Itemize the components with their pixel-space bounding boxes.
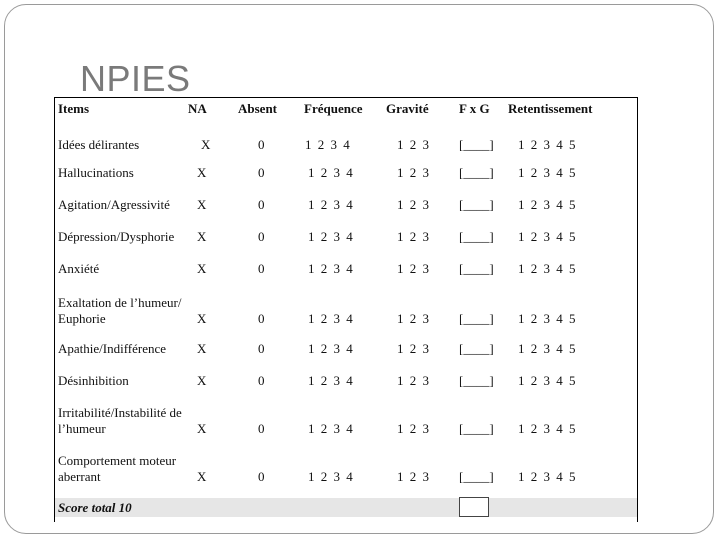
row-absent: 0 bbox=[258, 311, 265, 326]
row-na: X bbox=[197, 261, 207, 276]
row-absent: 0 bbox=[258, 165, 265, 180]
row-absent: 0 bbox=[258, 341, 265, 356]
row-absent: 0 bbox=[258, 469, 265, 484]
row-retentissement: 1 2 3 4 5 bbox=[518, 373, 576, 388]
row-absent: 0 bbox=[258, 261, 265, 276]
row-item-label: Comportement moteur aberrant bbox=[58, 453, 177, 484]
row-fxg[interactable]: [____] bbox=[459, 261, 494, 276]
total-score-label: Score total 10 bbox=[58, 500, 132, 515]
row-item-label: Idées délirantes bbox=[58, 137, 140, 152]
row-fxg[interactable]: [____] bbox=[459, 469, 494, 484]
row-fxg[interactable]: [____] bbox=[459, 229, 494, 244]
row-na: X bbox=[201, 137, 211, 152]
header-items: Items bbox=[58, 101, 90, 116]
total-score-box[interactable] bbox=[459, 497, 489, 517]
row-retentissement: 1 2 3 4 5 bbox=[518, 137, 576, 152]
row-na: X bbox=[197, 311, 207, 326]
row-fxg[interactable]: [____] bbox=[459, 137, 494, 152]
row-gravite: 1 2 3 bbox=[397, 373, 429, 388]
row-item-label: Exaltation de l’humeur/ Euphorie bbox=[58, 295, 182, 326]
table-right-rule bbox=[637, 97, 638, 522]
table-top-rule bbox=[54, 97, 638, 98]
row-na: X bbox=[197, 197, 207, 212]
header-frequence: Fréquence bbox=[304, 101, 363, 116]
row-item-label: Agitation/Agressivité bbox=[58, 197, 170, 212]
row-fxg[interactable]: [____] bbox=[459, 341, 494, 356]
row-frequence: 1 2 3 4 bbox=[308, 421, 353, 436]
row-gravite: 1 2 3 bbox=[397, 137, 429, 152]
row-retentissement: 1 2 3 4 5 bbox=[518, 229, 576, 244]
row-gravite: 1 2 3 bbox=[397, 229, 429, 244]
row-fxg[interactable]: [____] bbox=[459, 197, 494, 212]
row-retentissement: 1 2 3 4 5 bbox=[518, 165, 576, 180]
row-retentissement: 1 2 3 4 5 bbox=[518, 261, 576, 276]
row-retentissement: 1 2 3 4 5 bbox=[518, 311, 576, 326]
row-retentissement: 1 2 3 4 5 bbox=[518, 341, 576, 356]
row-item-label: Hallucinations bbox=[58, 165, 134, 180]
header-gravite: Gravité bbox=[386, 101, 429, 116]
row-na: X bbox=[197, 469, 207, 484]
row-na: X bbox=[197, 165, 207, 180]
row-gravite: 1 2 3 bbox=[397, 469, 429, 484]
row-item-label: Apathie/Indifférence bbox=[58, 341, 167, 356]
npies-table bbox=[54, 97, 638, 522]
row-item-label: Irritabilité/Instabilité de l’humeur bbox=[58, 405, 182, 436]
row-frequence: 1 2 3 4 bbox=[308, 261, 353, 276]
row-item-label: Dépression/Dysphorie bbox=[58, 229, 175, 244]
row-absent: 0 bbox=[258, 137, 265, 152]
row-frequence: 1 2 3 4 bbox=[308, 373, 353, 388]
row-frequence: 1 2 3 4 bbox=[308, 469, 353, 484]
row-item-label: Désinhibition bbox=[58, 373, 129, 388]
row-frequence: 1 2 3 4 bbox=[308, 229, 353, 244]
row-fxg[interactable]: [____] bbox=[459, 165, 494, 180]
row-retentissement: 1 2 3 4 5 bbox=[518, 421, 576, 436]
row-gravite: 1 2 3 bbox=[397, 421, 429, 436]
row-absent: 0 bbox=[258, 229, 265, 244]
row-gravite: 1 2 3 bbox=[397, 341, 429, 356]
row-na: X bbox=[197, 421, 207, 436]
row-absent: 0 bbox=[258, 373, 265, 388]
slide-title: NPIES bbox=[80, 58, 191, 99]
row-gravite: 1 2 3 bbox=[397, 197, 429, 212]
row-gravite: 1 2 3 bbox=[397, 311, 429, 326]
header-na: NA bbox=[188, 101, 207, 116]
row-absent: 0 bbox=[258, 421, 265, 436]
row-na: X bbox=[197, 373, 207, 388]
header-absent: Absent bbox=[238, 101, 278, 116]
row-frequence: 1 2 3 4 bbox=[308, 197, 353, 212]
row-fxg[interactable]: [____] bbox=[459, 373, 494, 388]
row-frequence: 1 2 3 4 bbox=[308, 165, 353, 180]
row-na: X bbox=[197, 341, 207, 356]
header-retentissement: Retentissement bbox=[508, 101, 593, 116]
row-na: X bbox=[197, 229, 207, 244]
row-fxg[interactable]: [____] bbox=[459, 311, 494, 326]
row-retentissement: 1 2 3 4 5 bbox=[518, 197, 576, 212]
row-gravite: 1 2 3 bbox=[397, 261, 429, 276]
row-frequence: 1 2 3 4 bbox=[308, 311, 353, 326]
row-frequence: 1 2 3 4 bbox=[308, 341, 353, 356]
row-item-label: Anxiété bbox=[58, 261, 100, 276]
row-frequence: 1 2 3 4 bbox=[305, 137, 350, 152]
row-gravite: 1 2 3 bbox=[397, 165, 429, 180]
row-retentissement: 1 2 3 4 5 bbox=[518, 469, 576, 484]
total-row-band bbox=[55, 498, 637, 517]
row-fxg[interactable]: [____] bbox=[459, 421, 494, 436]
row-absent: 0 bbox=[258, 197, 265, 212]
table-left-rule bbox=[54, 97, 55, 522]
header-fxg: F x G bbox=[459, 101, 490, 116]
